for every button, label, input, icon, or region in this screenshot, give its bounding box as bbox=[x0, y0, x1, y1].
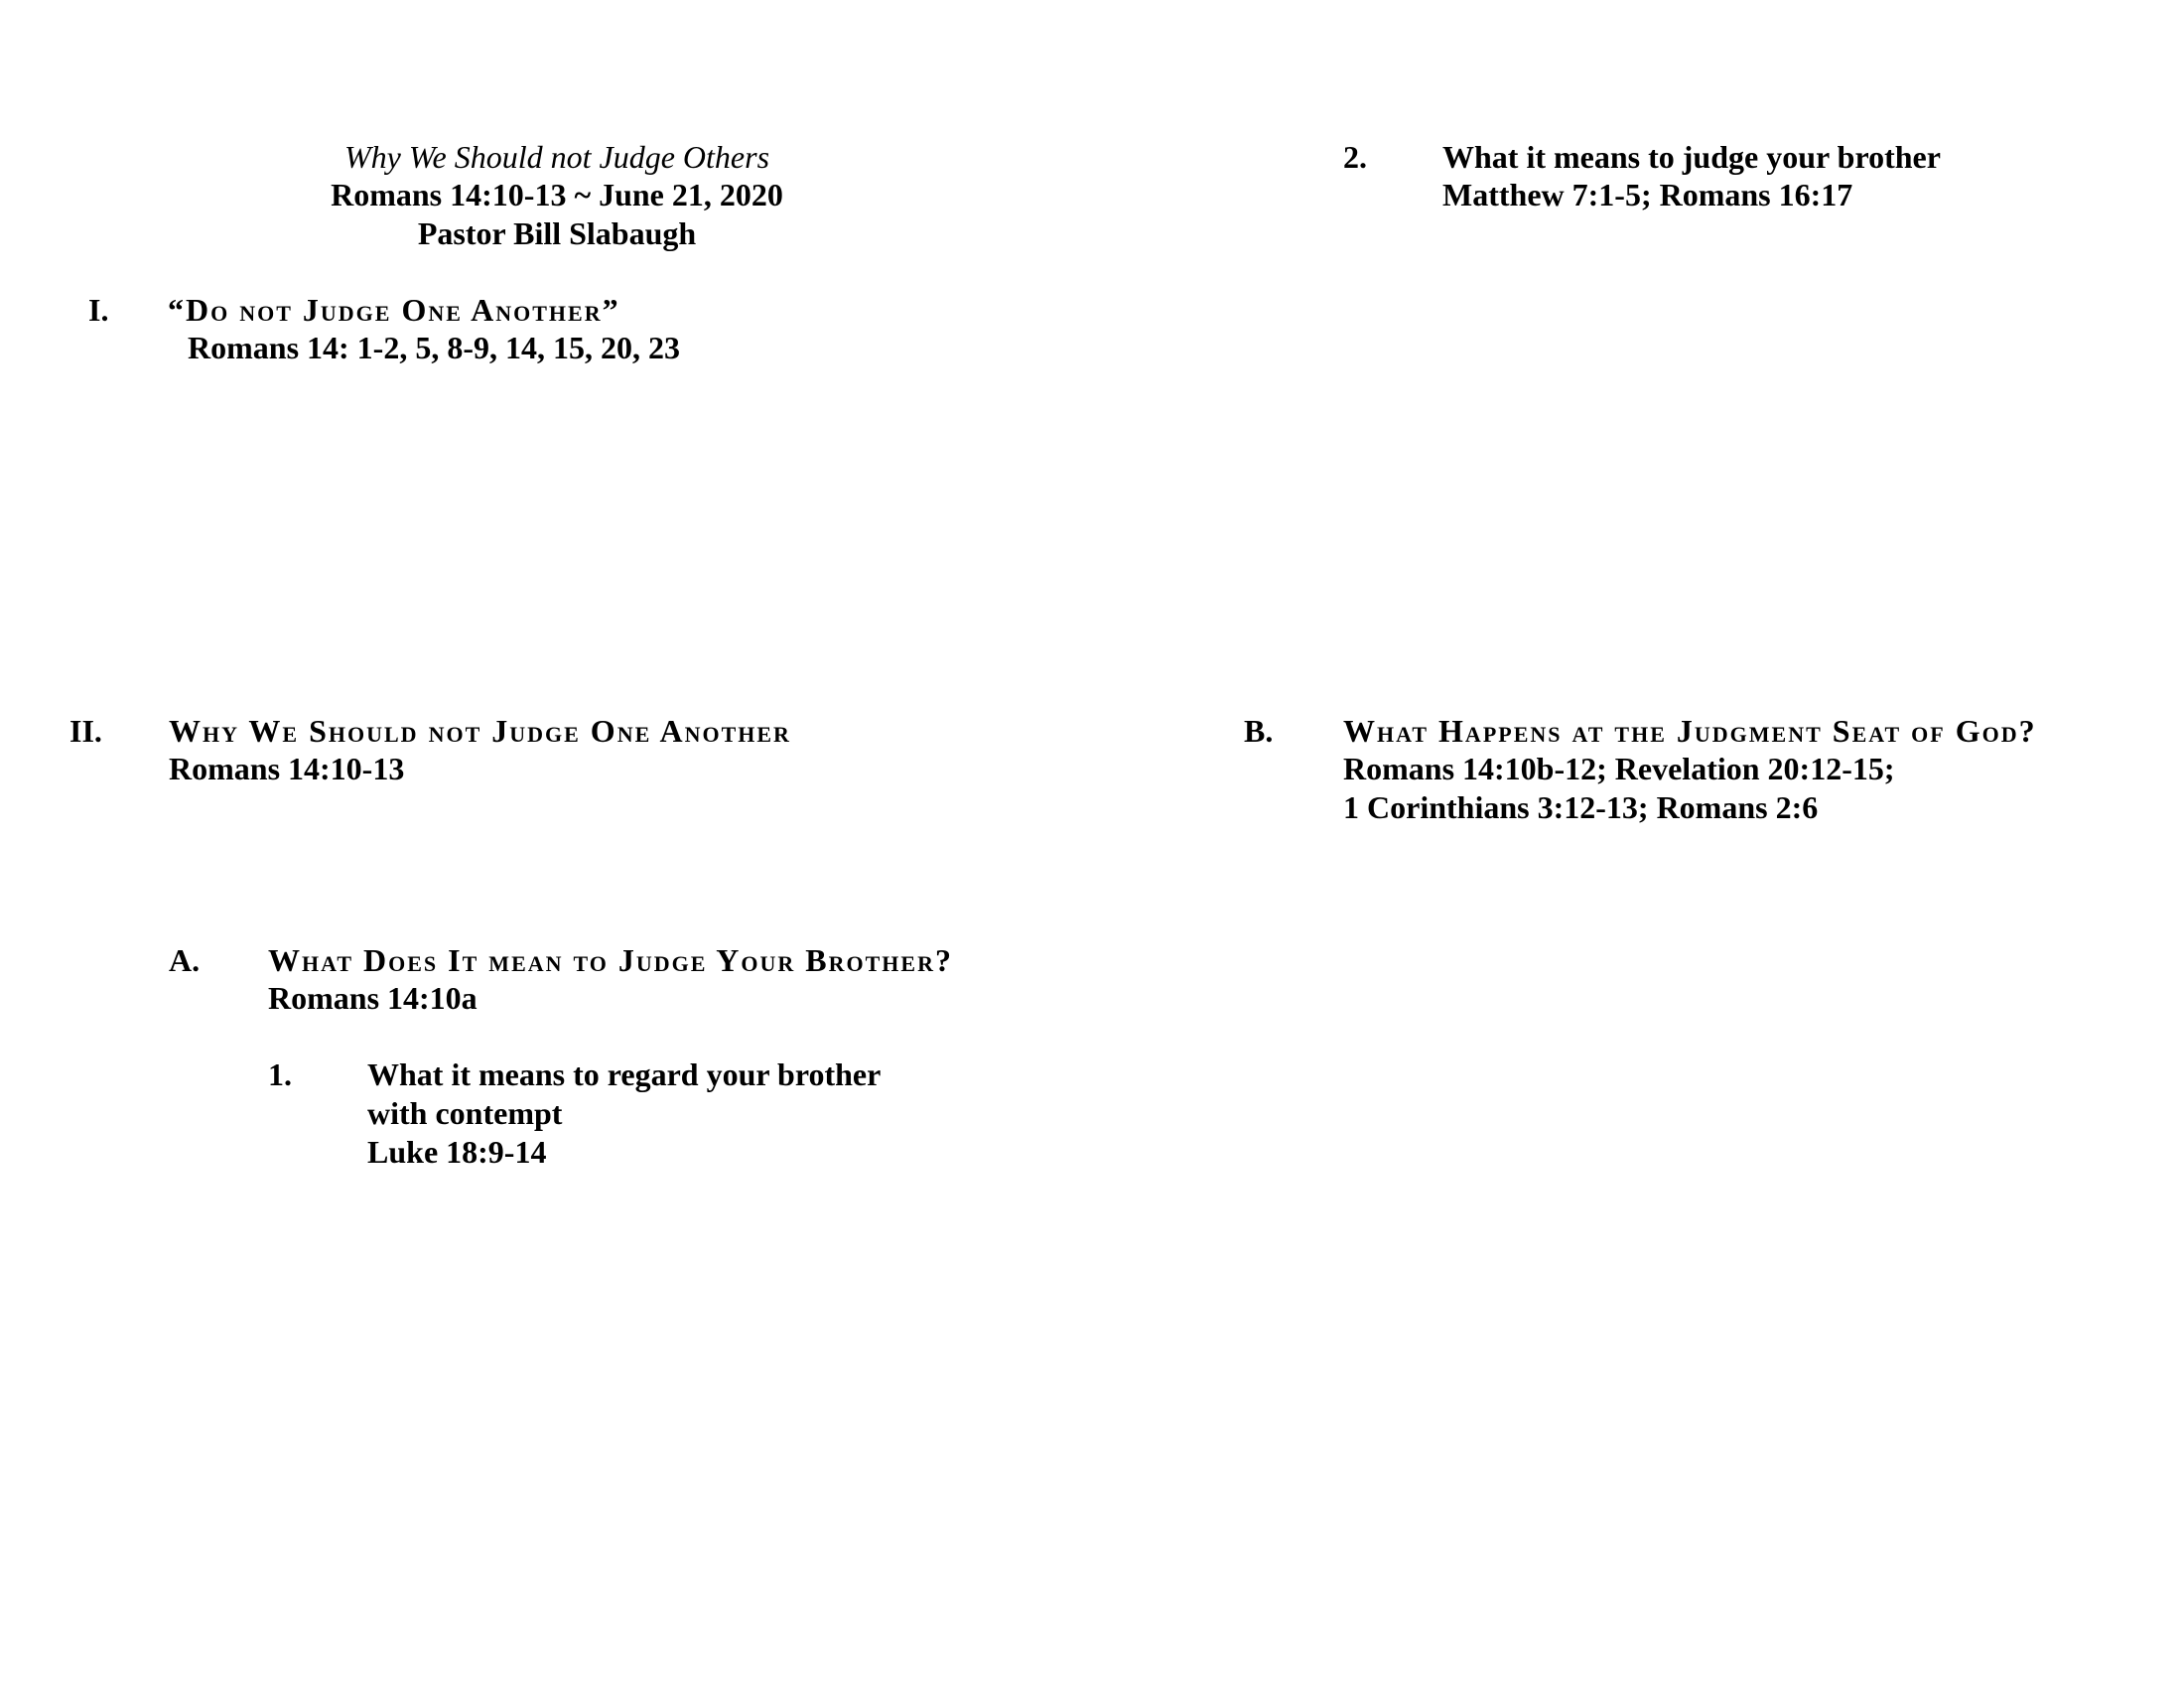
section-1-marker: I. bbox=[88, 292, 109, 328]
section-1-heading: “Do not Judge One Another” bbox=[168, 292, 620, 328]
point-1-line-2: with contempt bbox=[367, 1095, 563, 1131]
sub-b-reference-line-1: Romans 14:10b-12; Revelation 20:12-15; bbox=[1343, 751, 1895, 786]
point-2-reference: Matthew 7:1-5; Romans 16:17 bbox=[1442, 177, 1853, 212]
section-2-marker: II. bbox=[69, 713, 102, 749]
section-1-reference: Romans 14: 1-2, 5, 8-9, 14, 15, 20, 23 bbox=[188, 330, 680, 365]
section-2-reference: Romans 14:10-13 bbox=[169, 751, 405, 786]
point-1-reference: Luke 18:9-14 bbox=[367, 1134, 547, 1170]
sermon-scripture-date: Romans 14:10-13 ~ June 21, 2020 bbox=[331, 177, 783, 212]
point-1-marker: 1. bbox=[268, 1056, 292, 1092]
sermon-title: Why We Should not Judge Others bbox=[343, 139, 770, 175]
point-1-line-1: What it means to regard your brother bbox=[367, 1056, 882, 1092]
sub-a-heading: What Does It mean to Judge Your Brother? bbox=[268, 942, 953, 978]
point-2-line-1: What it means to judge your brother bbox=[1442, 139, 1941, 175]
sub-b-heading: What Happens at the Judgment Seat of God? bbox=[1343, 713, 2037, 749]
sermon-pastor: Pastor Bill Slabaugh bbox=[417, 215, 697, 251]
section-2-heading: Why We Should not Judge One Another bbox=[169, 713, 791, 749]
sub-a-marker: A. bbox=[169, 942, 201, 978]
sub-b-marker: B. bbox=[1244, 713, 1274, 749]
sub-b-reference-line-2: 1 Corinthians 3:12-13; Romans 2:6 bbox=[1343, 789, 1819, 825]
point-2-marker: 2. bbox=[1343, 139, 1367, 175]
sub-a-reference: Romans 14:10a bbox=[268, 980, 478, 1016]
